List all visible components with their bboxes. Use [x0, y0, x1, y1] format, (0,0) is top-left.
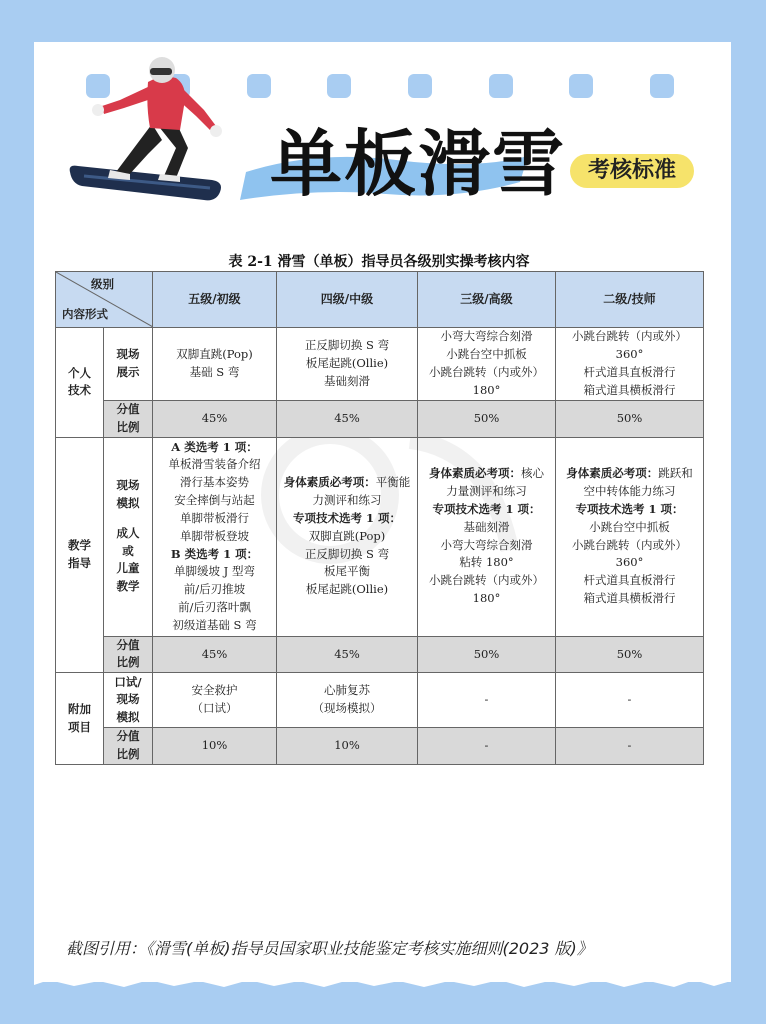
score-label: 分值 比例 [104, 401, 153, 438]
binder-tab [327, 74, 351, 98]
content-cell: 小弯大弯综合刻滑 小跳台空中抓板 小跳台跳转（内或外） 180° [418, 328, 556, 401]
torn-paper-edge [34, 975, 731, 989]
content-cell: 身体素质必考项：核心力量测评和练习 专项技术选考 1 项： 基础刻滑 小弯大弯综合刻滑 粘转 180° 小跳台跳转（内或外） 180° [418, 437, 556, 636]
binder-tab [489, 74, 513, 98]
snowboarder-illustration [64, 56, 229, 206]
category-teaching: 教学 指导 [56, 437, 104, 673]
sub-label: 口试/ 现场 模拟 [104, 673, 153, 728]
score-row [56, 728, 704, 765]
content-cell: 小跳台跳转（内或外） 360° 杆式道具直板滑行 箱式道具横板滑行 [556, 328, 704, 401]
sub-label: 现场 模拟 成人 或 儿童 教学 [104, 437, 153, 636]
exam-table [55, 271, 704, 765]
score-value: 45% [277, 636, 418, 673]
score-label: 分值 比例 [104, 636, 153, 673]
content-cell: A 类选考 1 项： 单板滑雪装备介绍 滑行基本姿势 安全摔倒与站起 单脚带板滑行 单脚带板登坡 B 类选考 1 项： 单脚缓坡 J 型弯 前/后刃推坡 前/后刃落叶飘 初级道基础 S 弯 [153, 437, 277, 636]
content-cell: 心肺复苏 （现场模拟） [277, 673, 418, 728]
extra-row [56, 673, 704, 728]
corner-header [56, 272, 153, 328]
personal-row [56, 328, 704, 401]
corner-bottom: 内容形式 [62, 307, 108, 322]
level-header: 四级/中级 [277, 272, 418, 328]
level-header: 五级/初级 [153, 272, 277, 328]
score-value: - [418, 728, 556, 765]
level-header: 二级/技师 [556, 272, 704, 328]
title-tag: 考核标准 [570, 154, 694, 188]
score-value: 45% [153, 636, 277, 673]
content-cell: 双脚直跳(Pop) 基础 S 弯 [153, 328, 277, 401]
score-label: 分值 比例 [104, 728, 153, 765]
sub-label: 现场 展示 [104, 328, 153, 401]
level-header: 三级/高级 [418, 272, 556, 328]
score-row [56, 401, 704, 438]
binder-tab [569, 74, 593, 98]
content-cell: 身体素质必考项：平衡能力测评和练习 专项技术选考 1 项： 双脚直跳(Pop) 正反脚切换 S 弯 板尾平衡 板尾起跳(Ollie) [277, 437, 418, 636]
content-cell: 身体素质必考项：跳跃和空中转体能力练习 专项技术选考 1 项： 小跳台空中抓板 小跳台跳转（内或外） 360° 杆式道具直板滑行 箱式道具横板滑行 [556, 437, 704, 636]
content-cell: - [418, 673, 556, 728]
score-value: 10% [277, 728, 418, 765]
table-caption: 表 2-1 滑雪（单板）指导员各级别实操考核内容 [228, 254, 530, 270]
header-row [56, 272, 704, 328]
score-value: 10% [153, 728, 277, 765]
binder-tab [650, 74, 674, 98]
score-value: 45% [277, 401, 418, 438]
score-value: 50% [418, 401, 556, 438]
score-value: 50% [418, 636, 556, 673]
score-value: - [556, 728, 704, 765]
category-personal: 个人 技术 [56, 328, 104, 438]
binder-tab [408, 74, 432, 98]
teaching-row [56, 437, 704, 636]
score-value: 50% [556, 636, 704, 673]
content-cell: 安全救护 （口试） [153, 673, 277, 728]
source-citation: 截图引用：《滑雪(单板)指导员国家职业技能鉴定考核实施细则(2023 版)》 [66, 939, 593, 958]
content-cell: - [556, 673, 704, 728]
page-title: 单板滑雪 [270, 122, 567, 206]
score-value: 50% [556, 401, 704, 438]
corner-top: 级别 [91, 277, 114, 291]
content-cell: 正反脚切换 S 弯 板尾起跳(Ollie) 基础刻滑 [277, 328, 418, 401]
score-row [56, 636, 704, 673]
score-value: 45% [153, 401, 277, 438]
category-extra: 附加 项目 [56, 673, 104, 765]
binder-tab [247, 74, 271, 98]
